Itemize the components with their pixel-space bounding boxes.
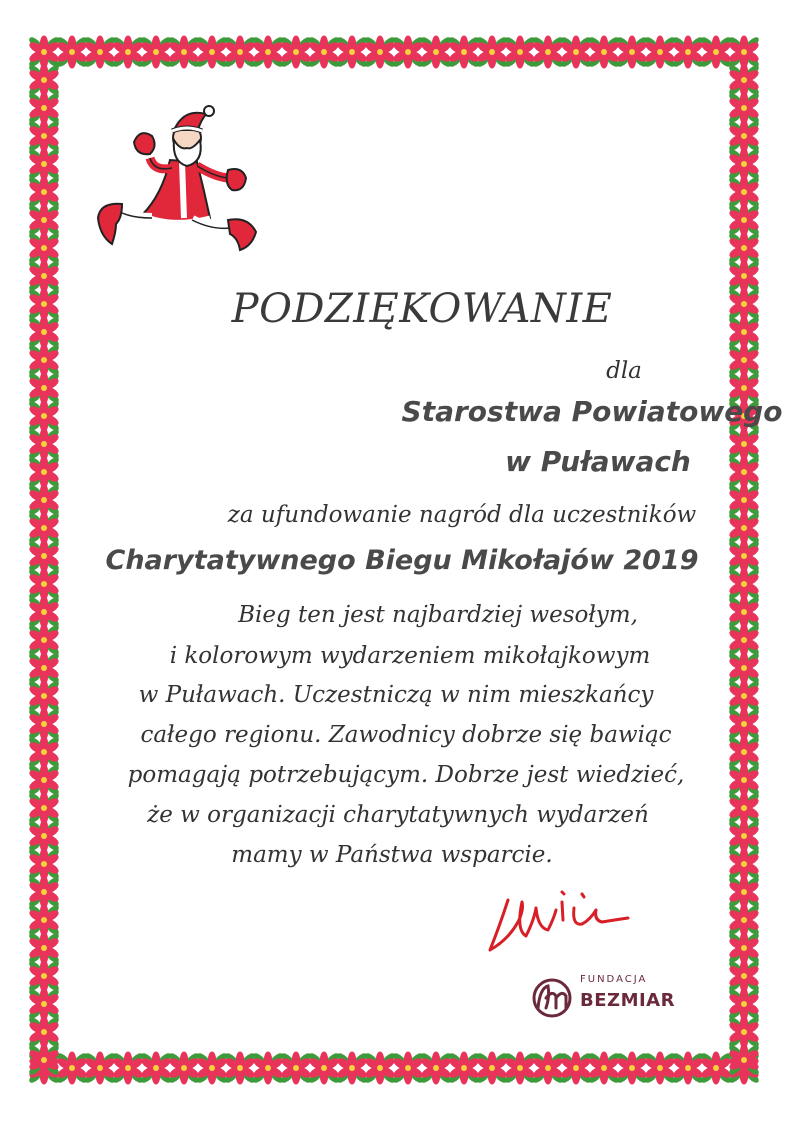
- poinsettia-flower: [419, 35, 453, 69]
- poinsettia-flower: [503, 1051, 537, 1085]
- poinsettia-flower: [615, 35, 649, 69]
- body-line: i kolorowym wydarzeniem mikołajkowym: [169, 643, 651, 669]
- poinsettia-flower: [587, 35, 621, 69]
- poinsettia-flower: [83, 1051, 117, 1085]
- poinsettia-flower: [671, 35, 705, 69]
- handwritten-signature: [478, 880, 638, 960]
- event-name: Charytatywnego Biegu Mikołajów 2019: [105, 545, 699, 576]
- recipient-line-1: Starostwa Powiatowego: [401, 395, 783, 428]
- poinsettia-flower: [643, 35, 677, 69]
- poinsettia-flower: [447, 35, 481, 69]
- poinsettia-flower: [251, 1051, 285, 1085]
- poinsettia-flower: [167, 1051, 201, 1085]
- document-title: PODZIĘKOWANIE: [231, 286, 613, 332]
- poinsettia-flower: [363, 1051, 397, 1085]
- for-word: dla: [606, 358, 642, 384]
- bezmiar-logo-icon: [528, 974, 576, 1022]
- poinsettia-flower: [559, 1051, 593, 1085]
- poinsettia-flower: [139, 35, 173, 69]
- body-line: pomagają potrzebującym. Dobrze jest wiedzieć,: [127, 762, 685, 788]
- poinsettia-flower: [643, 1051, 677, 1085]
- poinsettia-flower: [307, 1051, 341, 1085]
- body-line: całego regionu. Zawodnicy dobrze się bawiąc: [140, 722, 672, 748]
- poinsettia-flower: [503, 35, 537, 69]
- poinsettia-flower: [83, 35, 117, 69]
- poinsettia-flower: [167, 35, 201, 69]
- poinsettia-flower: [223, 35, 257, 69]
- poinsettia-flower: [587, 1051, 621, 1085]
- poinsettia-flower: [111, 1051, 145, 1085]
- poinsettia-flower: [699, 35, 733, 69]
- poinsettia-flower: [195, 35, 229, 69]
- recipient-line-2: w Puławach: [505, 445, 691, 478]
- poinsettia-flower: [475, 1051, 509, 1085]
- poinsettia-flower: [223, 1051, 257, 1085]
- poinsettia-flower: [111, 35, 145, 69]
- poinsettia-flower: [55, 1051, 89, 1085]
- body-line: Bieg ten jest najbardziej wesołym,: [238, 602, 638, 628]
- body-line: w Puławach. Uczestniczą w nim mieszkańcy: [138, 682, 654, 708]
- poinsettia-flower: [475, 35, 509, 69]
- poinsettia-flower: [391, 35, 425, 69]
- reason-line: za ufundowanie nagród dla uczestników: [227, 502, 697, 528]
- poinsettia-flower: [391, 1051, 425, 1085]
- logo-big-text: BEZMIAR: [580, 990, 675, 1011]
- body-line: że w organizacji charytatywnych wydarzeń: [147, 802, 649, 828]
- poinsettia-flower: [335, 35, 369, 69]
- poinsettia-flower: [307, 35, 341, 69]
- poinsettia-flower: [447, 1051, 481, 1085]
- poinsettia-flower: [531, 35, 565, 69]
- poinsettia-flower: [55, 35, 89, 69]
- fundacja-bezmiar-logo: [528, 968, 675, 1028]
- running-santa-icon: [92, 100, 267, 265]
- poinsettia-flower: [279, 35, 313, 69]
- poinsettia-flower: [139, 1051, 173, 1085]
- poinsettia-flower: [615, 1051, 649, 1085]
- logo-small-text: FUNDACJA: [580, 974, 648, 985]
- poinsettia-flower: [559, 35, 593, 69]
- poinsettia-flower: [195, 1051, 229, 1085]
- poinsettia-flower: [279, 1051, 313, 1085]
- poinsettia-flower: [419, 1051, 453, 1085]
- body-line: mamy w Państwa wsparcie.: [231, 842, 553, 868]
- poinsettia-flower: [251, 35, 285, 69]
- poinsettia-flower: [531, 1051, 565, 1085]
- poinsettia-flower: [363, 35, 397, 69]
- poinsettia-flower: [335, 1051, 369, 1085]
- poinsettia-flower: [671, 1051, 705, 1085]
- poinsettia-flower: [699, 1051, 733, 1085]
